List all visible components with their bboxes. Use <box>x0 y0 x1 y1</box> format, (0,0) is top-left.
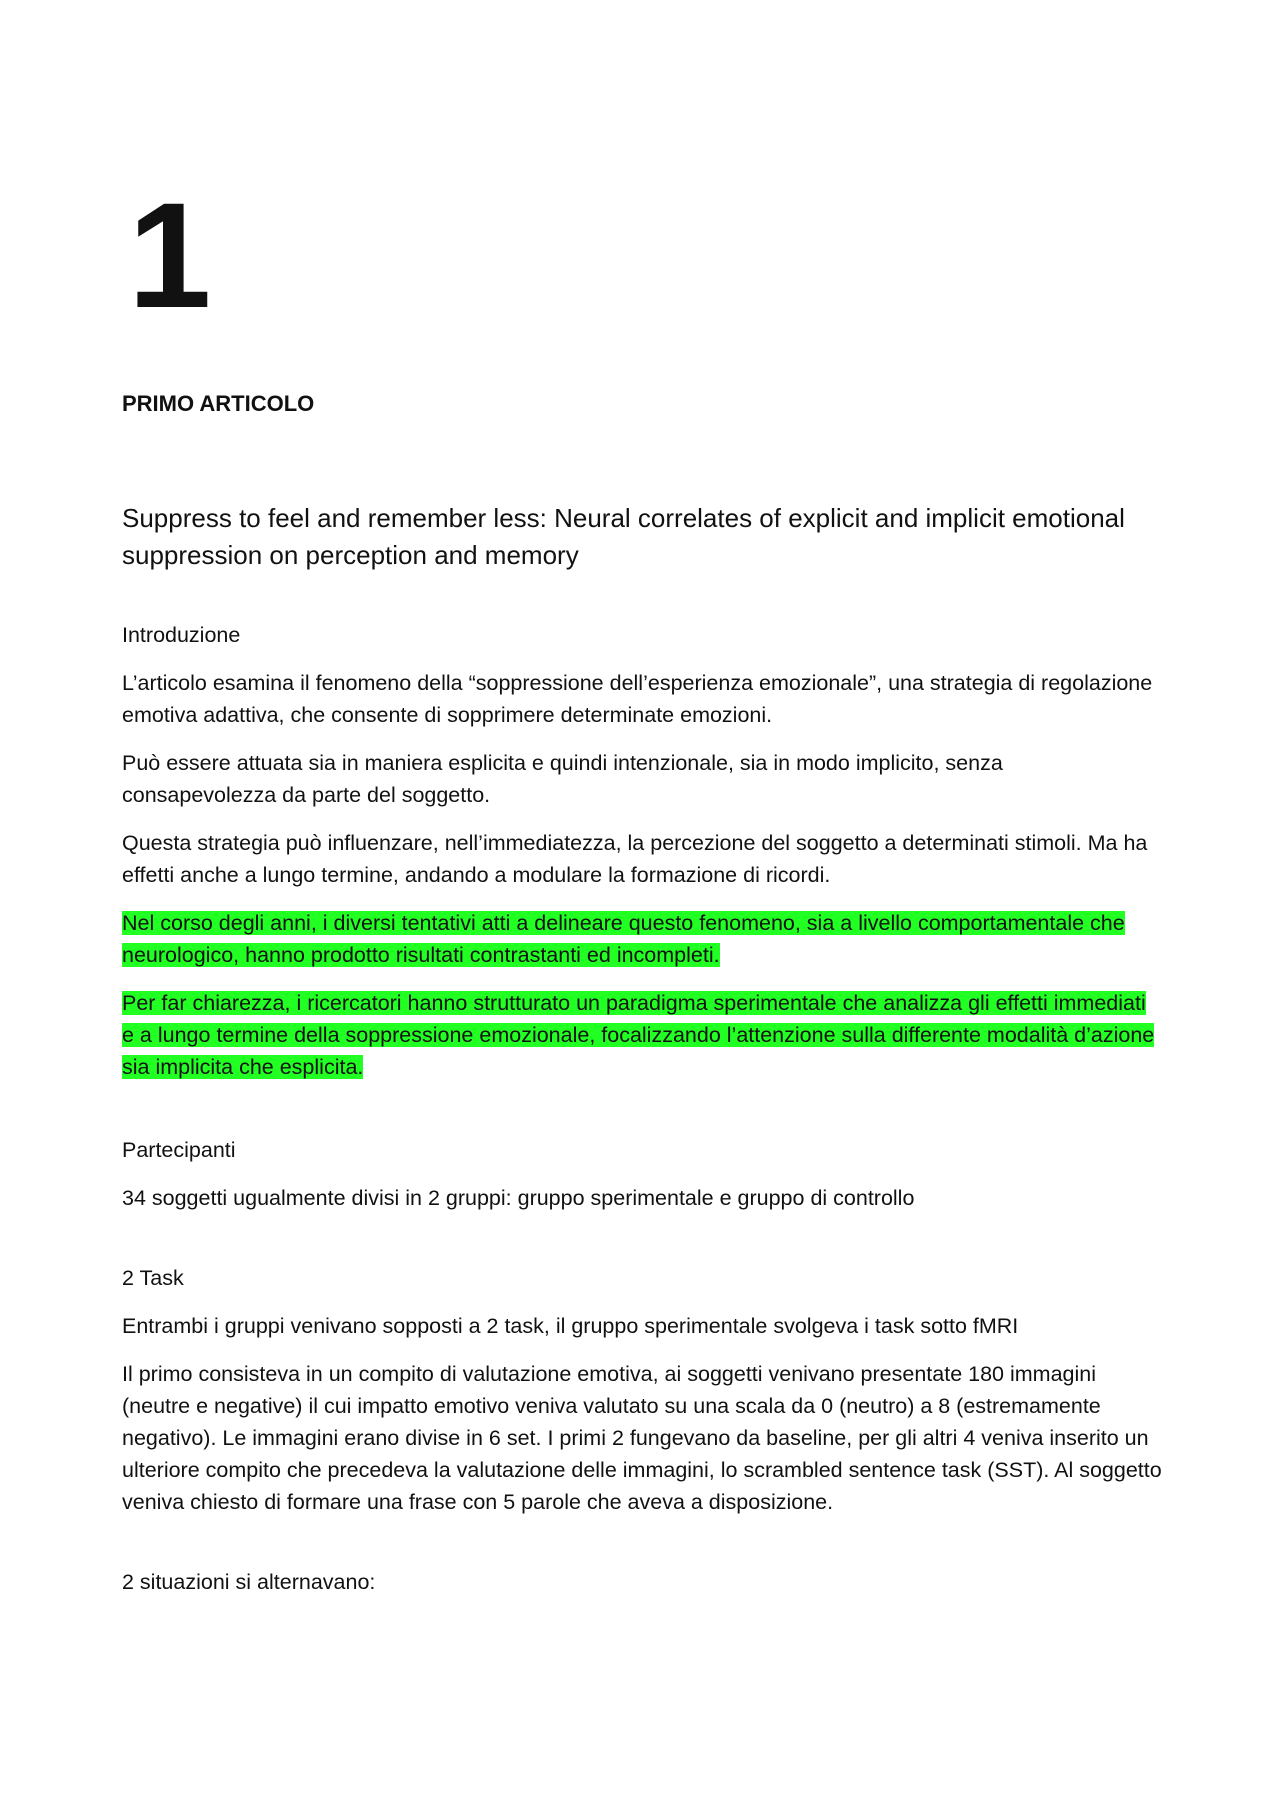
paragraph: Il primo consisteva in un compito di valutazione emotiva, ai soggetti venivano presentate 180 immagini (neutre e negative) il cui impatto emotivo veniva valutato su una scala da 0 (neutro) a 8 (estremamente negativo). Le immagini erano divise in 6 set. I primi 2 fungevano da baseline, per gli altri 4 veniva inserito un ulteriore compito che precedeva la valutazione delle immagini, lo scrambled sentence task (SST). Al soggetto veniva chiesto di formare una frase con 5 parole che aveva a disposizione. <box>122 1362 1162 1514</box>
section-heading-introduzione: Introduzione <box>122 623 241 647</box>
paragraph: Entrambi i gruppi venivano sopposti a 2 task, il gruppo sperimentale svolgeva i task sotto fMRI <box>122 1314 1019 1338</box>
paragraph: 34 soggetti ugualmente divisi in 2 gruppi: gruppo sperimentale e gruppo di controllo <box>122 1186 915 1210</box>
paragraph: 2 situazioni si alternavano: <box>122 1570 376 1594</box>
paragraph: Questa strategia può influenzare, nell’immediatezza, la percezione del soggetto a determinati stimoli. Ma ha effetti anche a lungo termine, andando a modulare la formazione di ricordi. <box>122 831 1148 887</box>
article-title: Suppress to feel and remember less: Neural correlates of explicit and implicit emotional suppression on perception and memory <box>122 503 1125 570</box>
paragraph: Può essere attuata sia in maniera esplicita e quindi intenzionale, sia in modo implicito, senza consapevolezza da parte del soggetto. <box>122 751 1003 807</box>
highlight-text: Nel corso degli anni, i diversi tentativi atti a delineare questo fenomeno, sia a livello comportamentale che neurologico, hanno prodotto risultati contrastanti ed incompleti. <box>122 911 1125 967</box>
chapter-label: PRIMO ARTICOLO <box>122 391 315 416</box>
highlighted-paragraph <box>122 987 1162 1083</box>
section-heading-task: 2 Task <box>122 1266 184 1290</box>
highlighted-paragraph <box>122 907 1162 971</box>
section-heading-partecipanti: Partecipanti <box>122 1138 236 1162</box>
highlight-text: Per far chiarezza, i ricercatori hanno strutturato un paradigma sperimentale che analizza gli effetti immediati e a lungo termine della soppressione emozionale, focalizzando l’attenzione sulla differente modalità d’azione sia implicita che esplicita. <box>122 991 1155 1079</box>
chapter-number: 1 <box>128 171 212 339</box>
paragraph: L’articolo esamina il fenomeno della “soppressione dell’esperienza emozionale”, una strategia di regolazione emotiva adattiva, che consente di sopprimere determinate emozioni. <box>122 671 1153 727</box>
